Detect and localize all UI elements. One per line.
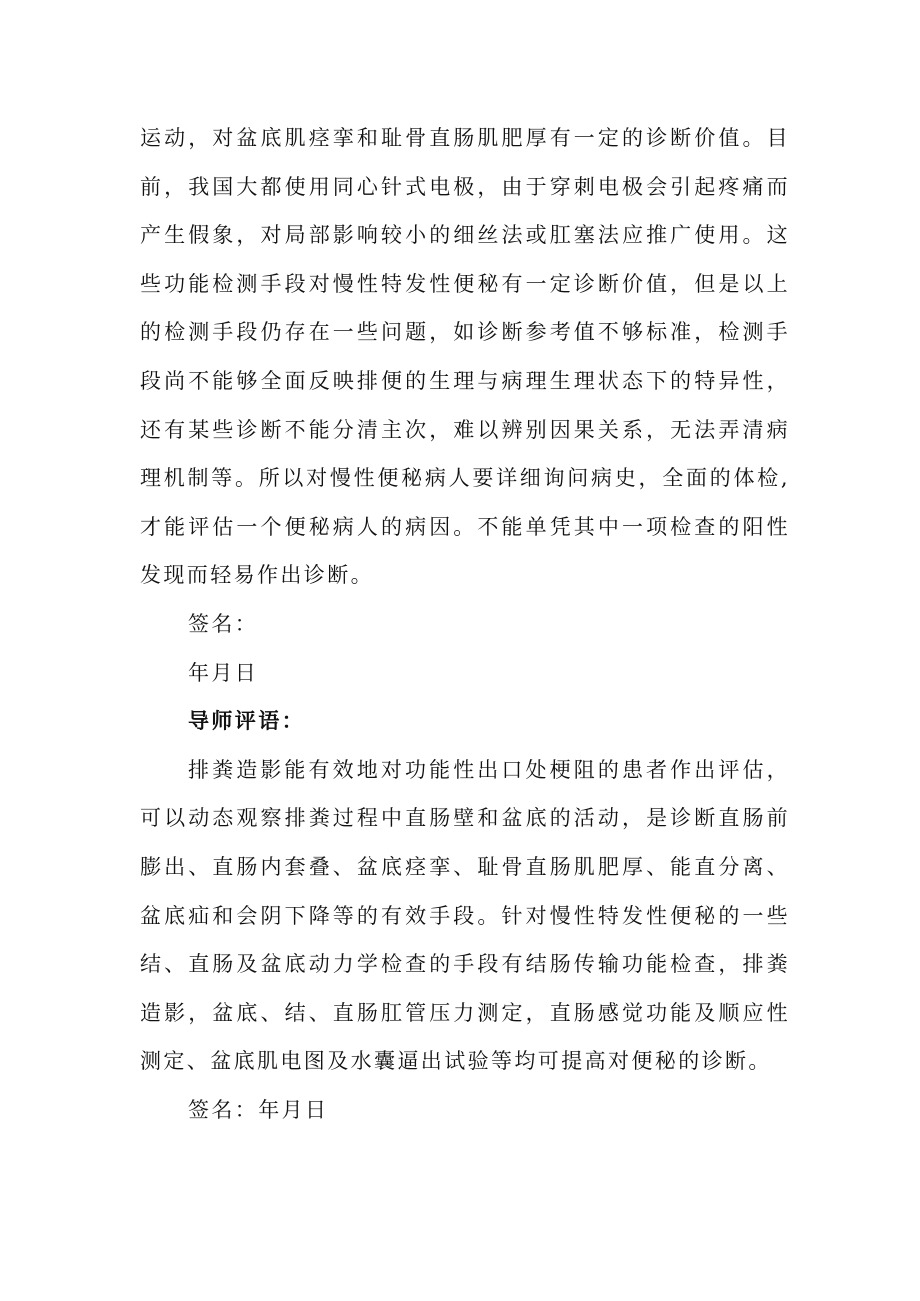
paragraph-diagnosis: 运动，对盆底肌痉挛和耻骨直肠肌肥厚有一定的诊断价值。目前，我国大都使用同心针式电极，由于穿刺电极会引起疼痛而产生假象，对局部影响较小的细丝法或肛塞法应推广使用。这些功能检测手段对慢性特发性便秘有一定诊断价值，但是以上的检测手段仍存在一些问题，如诊断参考值不够标准，检测手段尚不能够全面反映排便的生理与病理生理状态下的特异性，还有某些诊断不能分清主次，难以辨别因果关系，无法弄清病理机制等。所以对慢性便秘病人要详细询问病史，全面的体检,才能评估一个便秘病人的病因。不能单凭其中一项检查的阳性发现而轻易作出诊断。 — [140, 126, 790, 588]
advisor-comment-heading: 导师评语： — [188, 709, 305, 734]
paragraph-advisor-comment: 排粪造影能有效地对功能性出口处梗阻的患者作出评估，可以动态观察排粪过程中直肠壁和盆底的活动，是诊断直肠前膨出、直肠内套叠、盆底痉挛、耻骨直肠肌肥厚、能直分离、盆底疝和会阴下降等的有效手段。针对慢性特发性便秘的一些结、直肠及盆底动力学检查的手段有结肠传输功能检查，排粪造影，盆底、结、直肠肛管压力测定，直肠感觉功能及顺应性测定、盆底肌电图及水囊逼出试验等均可提高对便秘的诊断。 — [140, 757, 790, 1074]
signature-label: 签名： — [188, 611, 259, 636]
date-label: 年月日 — [188, 660, 259, 685]
document-body — [140, 114, 790, 1134]
signature-date-label: 签名：年月日 — [188, 1097, 329, 1122]
